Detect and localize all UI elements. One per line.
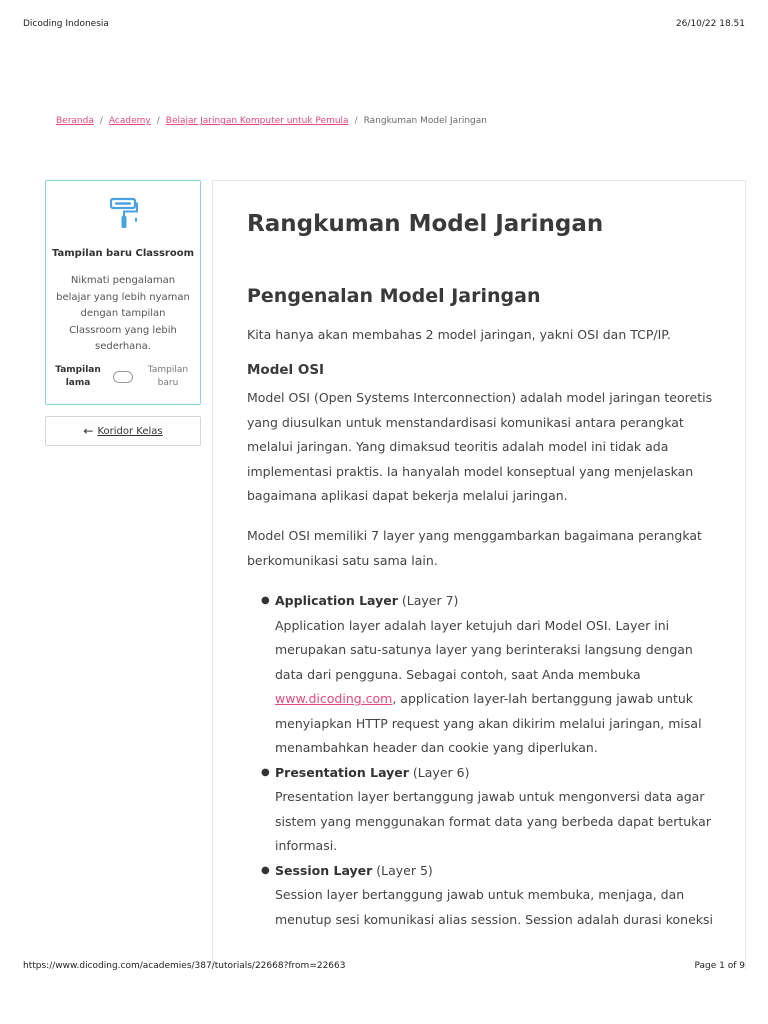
bullet-icon: ● — [261, 595, 270, 606]
layer-description — [275, 614, 717, 761]
breadcrumb-separator: / — [99, 116, 103, 126]
page-title: Rangkuman Model Jaringan — [247, 211, 604, 237]
koridor-kelas-button[interactable] — [45, 416, 201, 446]
layer-description-text: Application layer adalah layer ketujuh dari Model OSI. Layer ini merupakan satu-satunya layer yang berinteraksi langsung dengan data dari pengguna. Sebagai contoh, saat Anda membuka — [275, 617, 693, 682]
print-page-number: Page 1 of 9 — [694, 961, 745, 971]
osi-layers-paragraph: Model OSI memiliki 7 layer yang menggambarkan bagaimana perangkat berkomunikasi satu sama lain. — [247, 528, 702, 568]
print-site-name: Dicoding Indonesia — [23, 19, 109, 29]
koridor-kelas-label: Koridor Kelas — [97, 425, 163, 437]
toggle-option-old[interactable]: Tampilan lama — [55, 365, 101, 388]
section-title: Pengenalan Model Jaringan — [247, 285, 541, 307]
breadcrumb-link-course[interactable]: Belajar Jaringan Komputer untuk Pemula — [165, 116, 349, 126]
promo-description: Nikmati pengalaman belajar yang lebih nyaman dengan tampilan Classroom yang lebih sederhana. — [56, 275, 190, 352]
osi-layer-list — [261, 589, 717, 932]
layer-number: (Layer 6) — [412, 764, 470, 780]
view-toggle-switch[interactable] — [113, 371, 133, 383]
breadcrumb-separator: / — [354, 116, 358, 126]
breadcrumb-link-beranda[interactable]: Beranda — [56, 116, 94, 126]
arrow-left-icon: ← — [83, 424, 94, 438]
layer-name: Presentation Layer — [275, 764, 409, 780]
layer-number: (Layer 5) — [376, 862, 433, 878]
dicoding-link[interactable]: www.dicoding.com — [275, 691, 393, 706]
classroom-promo-card — [45, 180, 201, 405]
print-header — [23, 19, 745, 33]
layer-name: Session Layer — [275, 862, 373, 878]
paint-roller-icon — [106, 196, 142, 232]
layer-number: (Layer 7) — [401, 593, 459, 608]
breadcrumb-link-academy[interactable]: Academy — [108, 116, 151, 126]
subsection-title: Model OSI — [247, 362, 325, 378]
print-url: https://www.dicoding.com/academies/387/tutorials/22668?from=22663 — [23, 961, 346, 971]
layer-description: Session layer bertanggung jawab untuk membuka, menjaga, dan menutup sesi komunikasi alias session. Session adalah durasi koneksi — [275, 887, 713, 927]
list-item — [261, 589, 717, 761]
bullet-icon: ● — [261, 766, 270, 778]
toggle-option-new[interactable]: Tampilan baru — [147, 365, 189, 388]
breadcrumb — [56, 116, 487, 126]
print-footer — [23, 961, 745, 975]
bullet-icon: ● — [261, 864, 270, 876]
osi-definition-paragraph: Model OSI (Open Systems Interconnection) adalah model jaringan teoretis yang diusulkan untuk menstandardisasi komunikasi antara perangkat melalui jaringan. Yang dimaksud teoritis adalah model ini tidak ada implementasi praktis. Ia hanyalah model konseptual yang menjelaskan bagaimana aplikasi dapat bekerja melalui jaringan. — [247, 390, 713, 503]
article-card — [212, 180, 746, 970]
breadcrumb-separator: / — [156, 116, 160, 126]
intro-paragraph: Kita hanya akan membahas 2 model jaringan, yakni OSI dan TCP/IP. — [247, 327, 671, 342]
layer-description: Presentation layer bertanggung jawab untuk mengonversi data agar sistem yang menggunakan format data yang berbeda dapat bertukar informasi. — [275, 789, 711, 853]
layer-description-text: , application layer-lah bertanggung jawab untuk menyiapkan HTTP request yang akan dikirim melalui jaringan, misal menambahkan header dan cookie yang diperlukan. — [275, 691, 702, 755]
view-toggle — [46, 364, 200, 390]
list-item — [261, 859, 717, 933]
promo-title: Tampilan baru Classroom — [51, 248, 194, 259]
list-item — [261, 761, 717, 859]
breadcrumb-current: Rangkuman Model Jaringan — [363, 116, 487, 126]
layer-name: Application Layer — [275, 593, 398, 608]
print-datetime: 26/10/22 18.51 — [675, 19, 745, 29]
